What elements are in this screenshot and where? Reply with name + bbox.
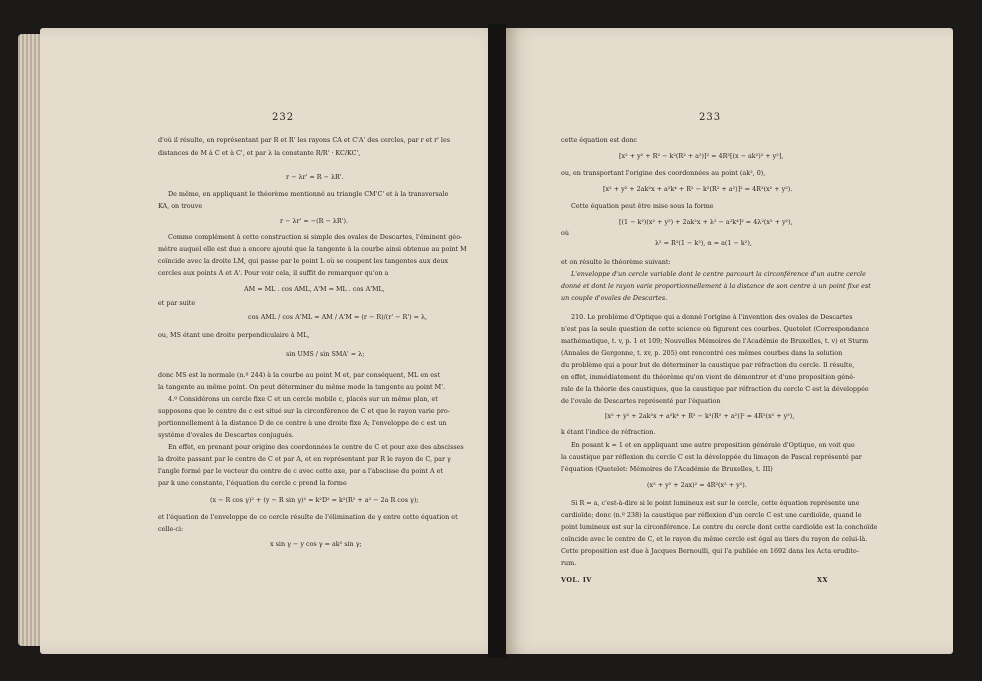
footer-signature: XX <box>817 576 828 584</box>
text-line: ou, en transportant l'origine des coordonnées au point (ak², 0), <box>561 169 766 177</box>
text-line: ou, MS étant une droite perpendiculaire à ML, <box>158 331 310 339</box>
text-line: de l'ovale de Descartes représenté par l'équation <box>561 397 721 405</box>
theorem-line: un couple d'ovales de Descartes. <box>561 294 668 302</box>
text-line: et on résulte le théorème suivant: <box>561 258 671 266</box>
footer-volume: VOL. IV <box>561 576 592 584</box>
text-line: supposons que le centre de c est situé sur la circonférence de C et que le rayon varie pro- <box>158 407 450 415</box>
equation: AM = ML . cos AML, A'M = ML . cos A'ML, <box>244 285 385 293</box>
equation: [x² + y² + R² − k²(R² + a²)]² = 4R²[(x − ak²)² + y²], <box>619 152 784 160</box>
text-line: coïncide avec la droite LM, qui passe par le point L où se coupent les tangentes aux deux <box>158 257 449 265</box>
equation: (x² + y² + 2ax)² = 4R²(x² + y²). <box>647 481 747 489</box>
text-line: la tangente au même point. On peut déterminer du même mode la tangente au point M'. <box>158 383 445 391</box>
text-line: la caustique par réflexion du cercle C est la développée du limaçon de Pascal représenté par <box>561 453 862 461</box>
text-line: cardioïde; donc (n.º 238) la caustique par réflexion d'un cercle C est une cardioïde, quand le <box>561 511 862 519</box>
text-line: l'équation (Quetelet: Mémoires de l'Académie de Bruxelles, t. III) <box>561 465 773 473</box>
book-gutter <box>488 24 506 658</box>
text-line: coïncide avec le centre de C, et le rayon du même cercle est égal au tiers du rayon de celui-là. <box>561 535 868 543</box>
equation: [x² + y² + 2ak²x + a²k⁴ + R² − k²(R² + a²)]² = 4R²(x² + y²), <box>605 412 795 420</box>
text-line: rum. <box>561 559 577 567</box>
theorem-line: donné et dont le rayon varie proportionnellement à la distance de son centre à un point fixe est <box>561 282 871 290</box>
text-line: et par suite <box>158 299 196 307</box>
text-line: Cette proposition est due à Jacques Bernoulli, qui l'a publiée en 1692 dans les Acta erudito- <box>561 547 859 555</box>
text-line: point lumineux est sur la circonférence. Le centre du cercle dont cette cardioïde est la conchoïde <box>561 523 878 531</box>
text-line: et l'équation de l'enveloppe de ce cercle résulte de l'élimination de γ entre cette équation et <box>158 513 458 521</box>
text-line: k étant l'indice de réfraction. <box>561 428 656 436</box>
text-line: De même, en appliquant le théorème mentionné au triangle CM'C' et à la transversale <box>168 190 449 198</box>
text-line: Cette équation peut être mise sous la forme <box>571 202 714 210</box>
text-line: la droite passant par le centre de C et par A, et en représentant par R le rayon de C, par γ <box>158 455 451 463</box>
text-line: mathématique, t. v, p. 1 et 109; Nouvelles Mémoires de l'Académie de Bruxelles, t. v) et Sturm <box>561 337 869 345</box>
text-line: En posant k = 1 et en appliquant une autre proposition générale d'Optique, on voit que <box>571 441 855 449</box>
text-line: rale de la théorie des caustiques, que la caustique par réfraction du cercle C est la développée <box>561 385 869 393</box>
text-line: donc MS est la normale (n.º 244) à la courbe au point M et, par conséquent, ML en est <box>158 371 440 379</box>
page-number: 233 <box>699 112 722 123</box>
text-line: KA, on trouve <box>158 202 203 210</box>
text-line: par k une constante, l'équation du cercle c prend la forme <box>158 479 347 487</box>
right-page <box>501 28 953 654</box>
text-line: portionnellement à la distance D de ce centre à une droite fixe A; l'enveloppe de c est un <box>158 419 447 427</box>
text-line: d'où il résulte, en représentant par R et R' les rayons CA et C'A' des cercles, par r et r' les <box>158 136 451 144</box>
text-line: cette équation est donc <box>561 136 638 144</box>
text-line: Comme complément à cette construction si simple des ovales de Descartes, l'éminent géo- <box>168 233 463 241</box>
text-line: n'est pas la seule question de cette science où figurent ces courbes. Quetelet (Correspondance <box>561 325 870 333</box>
equation: [(1 − k²)(x² + y²) + 2ak²x + λ² − a²k⁴]² = 4λ²(x² + y²), <box>619 218 793 226</box>
text-line: En effet, en prenant pour origine des coordonnées le centre de C et pour axe des abscisses <box>168 443 464 451</box>
text-line: où <box>561 229 569 237</box>
equation: [x² + y² + 2ak²x + a²k⁴ + R² − k²(R² + a²)]² = 4R²(x² + y²). <box>603 185 793 193</box>
text-line: (Annales de Gergonne, t. xv, p. 205) ont rencontré ces mêmes courbes dans la solution <box>561 349 843 357</box>
equation: r − λr' = R − λR'. <box>286 173 344 181</box>
text-line: système d'ovales de Descartes conjugués. <box>158 431 294 439</box>
text-line: celle-ci: <box>158 525 184 533</box>
equation: (x − R cos γ)² + (y − R sin γ)² = k²D² = k²(R² + a² − 2a R cos γ); <box>210 496 419 504</box>
open-book <box>18 28 958 656</box>
text-line: mètre auquel elle est due a encore ajouté que la tangente à la courbe ainsi obtenue au point M <box>158 245 467 253</box>
text-line: l'angle formé par le vecteur du centre de c avec cette axe, par a l'abscisse du point A et <box>158 467 443 475</box>
equation: sin UMS / sin SMA' = λ; <box>286 350 365 358</box>
section-210-line: 210. Le problème d'Optique qui a donné l'origine à l'invention des ovales de Descartes <box>571 313 853 321</box>
text-line: du problème qui a pour but de déterminer la caustique par réfraction du cercle. Il résulte, <box>561 361 855 369</box>
left-page <box>40 28 510 654</box>
equation: λ² = R²(1 − k²), α = a(1 − k²), <box>655 239 752 247</box>
text-line: distances de M à C et à C', et par λ la constante R/R' · KC/KC', <box>158 149 361 157</box>
equation: x sin γ − y cos γ = ak² sin γ; <box>270 540 362 548</box>
text-line: 4.º Considérons un cercle fixe C et un cercle mobile c, placés sur un même plan, et <box>168 395 438 403</box>
equation: cos AML / cos A'ML = AM / A'M = (r − R)/(r' − R') = λ, <box>248 313 428 321</box>
text-line: Si R = a, c'est-à-dire si le point lumineux est sur le cercle, cette équation représente une <box>571 499 860 507</box>
text-line: cercles aux points A et A'. Pour voir cela, il suffit de remarquer qu'on a <box>158 269 389 277</box>
text-line: en effet, immédiatement du théorème qu'on vient de démontrer et d'une proposition géné- <box>561 373 856 381</box>
theorem-line: L'enveloppe d'un cercle variable dont le centre parcourt la circonférence d'un autre cercle <box>571 270 866 278</box>
equation: r − λr' = −(R − λR'). <box>280 217 348 225</box>
page-number: 232 <box>272 112 295 123</box>
